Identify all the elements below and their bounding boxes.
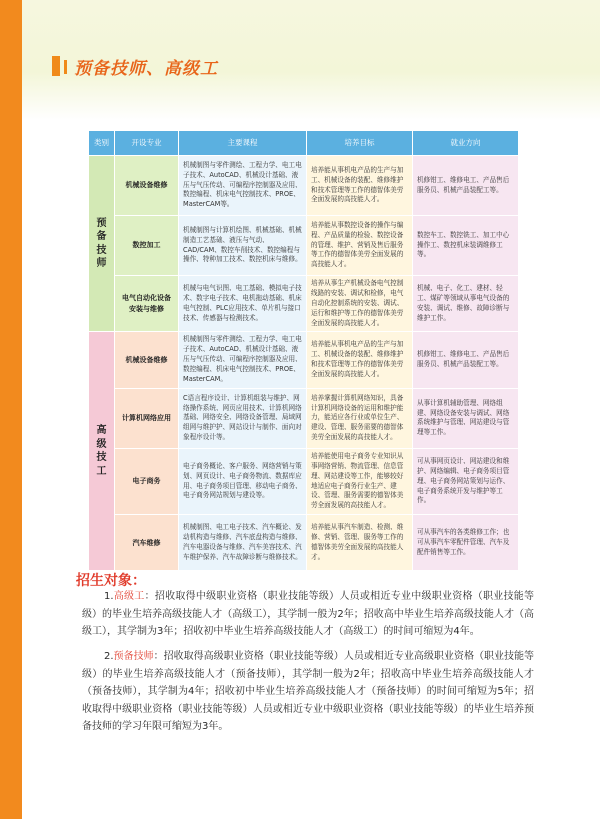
table-row	[89, 276, 519, 332]
major-cell: 电子商务	[115, 448, 179, 514]
target-cell: 培养能使用电子商务专业知识从事网络营销、物流管理、信息管理、网站建设等工作，能够较好地适应电子商务行业生产、建设、管理、服务需要的德智体美劳全面发展的高技能人才。	[307, 448, 413, 514]
table-header-row	[89, 131, 519, 156]
col-header-category: 类别	[89, 131, 115, 156]
target-cell: 培养能从事汽车制造、检测、维修、营销、管理、服务等工作的德智体美劳全面发展的高技能人才。	[307, 515, 413, 571]
table-row	[89, 156, 519, 216]
item-number: 2.	[104, 651, 114, 662]
courses-cell: 机械制图、电工电子技术、汽车概论、发动机构造与维修、汽车底盘构造与维修、汽车电器设备与维修、汽车美容技术、汽车维护保养、汽车故障诊断与维修技术。	[179, 515, 307, 571]
target-cell: 培养能从事机电产品的生产与加工、机械设备的装配、维修维护和技术管理等工作的德智体美劳全面发展的高技能人才。	[307, 332, 413, 388]
recruit-title: 招生对象：	[76, 573, 146, 589]
table-row	[89, 515, 519, 571]
major-cell: 计算机网络应用	[115, 388, 179, 448]
title-marker	[52, 56, 60, 76]
col-header-major: 开设专业	[115, 131, 179, 156]
major-cell: 数控加工	[115, 216, 179, 276]
courses-cell: 机械与电气识图、电工基础、模拟电子技术、数字电子技术、电机拖动基础、机床电气控制、PLC应用技术、单片机与接口技术、传感器与检测技术。	[179, 276, 307, 332]
major-cell: 汽车维修	[115, 515, 179, 571]
target-cell: 培养能从事数控设备的操作与编程、产品质量的检验、数控设备的管理、维护、营销及售后服务等工作的德智体美劳全面发展的高技能人才。	[307, 216, 413, 276]
major-cell: 电气自动化设备安装与维修	[115, 276, 179, 332]
category-label: 预 备 技 师	[96, 217, 107, 270]
courses-cell: C语言程序设计、计算机组装与维护、网络操作系统、网页应用技术、计算机网络基础、网络安全、网络设备管理、局域网组网与维护护、网站设计与制作、面向对象程序设计等。	[179, 388, 307, 448]
item-text: ：招收取得中级职业资格（职业技能等级）人员或相近专业中级职业资格（职业技能等级）的毕业生培养高级技能人才（高级工），其学制一般为2年；招收高中毕业生培养高级技能人才（高级工），其学制为3年；招收初中毕业生培养高级技能人才（高级工）的时间可缩短为4年。	[82, 591, 535, 637]
major-cell: 机械设备维修	[115, 156, 179, 216]
jobs-cell: 可从事汽车的各类维修工作；也可从事汽车零配件管理、汽车及配件销售等工作。	[413, 515, 519, 571]
recruit-item-senior	[82, 588, 534, 641]
table-row	[89, 216, 519, 276]
item-number: 1.	[104, 591, 114, 602]
title-marker-thin	[64, 60, 67, 74]
col-header-target: 培养目标	[307, 131, 413, 156]
table-row	[89, 448, 519, 514]
jobs-cell: 机修钳工、维修电工、产品售后服务员、机械产品装配工等。	[413, 332, 519, 388]
table-row	[89, 332, 519, 388]
recruit-item-technician	[82, 648, 534, 736]
courses-cell: 机械制图与零件测绘、工程力学、电工电子技术、AutoCAD、机械设计基础、液压与气压传动、可编程序控制器及应用、数控编程、机床电气控制技术、PROE、MasterCAM。	[179, 332, 307, 388]
jobs-cell: 机修钳工、维修电工、产品售后服务员、机械产品装配工等。	[413, 156, 519, 216]
item-label-highlight: 高级工	[113, 591, 145, 602]
page-title: 预备技师、高级工	[74, 59, 218, 79]
item-label-highlight: 预备技师	[113, 651, 154, 662]
courses-cell: 机械制图与计算机绘图、机械基础、机械制造工艺基础、液压与气动、CAD/CAM、数控车削技术、数控编程与操作、特种加工技术、数控机床与维修。	[179, 216, 307, 276]
col-header-jobs: 就业方向	[413, 131, 519, 156]
jobs-cell: 数控车工、数控铣工、加工中心操作工、数控机床装调维修工等。	[413, 216, 519, 276]
jobs-cell: 可从事网页设计、网站建设和维护、网络编辑、电子商务项目管理、电子商务网站策划与运作、电子商务系统开发与维护等工作。	[413, 448, 519, 514]
category-cell	[89, 332, 115, 571]
jobs-cell: 从事计算机辅助管理、网络组建、网络设备安装与调试、网络系统维护与管理、网站建设与管理等工作。	[413, 388, 519, 448]
category-cell	[89, 156, 115, 332]
col-header-courses: 主要课程	[179, 131, 307, 156]
courses-cell: 机械制图与零件测绘、工程力学、电工电子技术、AutoCAD、机械设计基础、液压与气压传动、可编程序控制器及应用、数控编程、机床电气控制技术、PROE、MasterCAM等。	[179, 156, 307, 216]
target-cell: 培养掌握计算机网络知识，具备计算机网络设备的运用和维护能力，能适应各行业或单位生产、建设、管理、服务需要的德智体美劳全面发展的高技能人才。	[307, 388, 413, 448]
item-text: ：招收取得高级职业资格（职业技能等级）人员或相近专业高级职业资格（职业技能等级）的毕业生培养高级技能人才（预备技师），其学制一般为2年；招收高中毕业生培养高级技能人才（预备技师），其学制为4年；招收初中毕业生培养高级技能人才（预备技师）的时间可缩短为5年；招收取得中级职业资格（职业技能等级）人员或相近专业中级职业资格（职业技能等级）的毕业生培养预备技师的学习年限可缩短为3年。	[82, 651, 535, 732]
major-cell: 机械设备维修	[115, 332, 179, 388]
courses-cell: 电子商务概论、客户服务、网络营销与策划、网页设计、电子商务物流、数据库应用、电子商务项目管理、移动电子商务、电子商务网站规划与建设等。	[179, 448, 307, 514]
target-cell: 培养能从事机电产品的生产与加工、机械设备的装配、维修维护和技术管理等工作的德智体美劳全面发展的高技能人才。	[307, 156, 413, 216]
orange-side-bar	[0, 0, 22, 819]
table-row	[89, 388, 519, 448]
target-cell: 培养从事生产机械设备电气控制线路的安装、调试和检修，电气自动化控制系统的安装、调试、运行和维护等工作的德智体美劳全面发展的高技能人才。	[307, 276, 413, 332]
jobs-cell: 机械、电子、化工、建材、轻工、煤矿等领域从事电气设备的安装、调试、维修、故障诊断与维护工作。	[413, 276, 519, 332]
program-table	[88, 130, 519, 571]
category-label: 高 级 技 工	[96, 425, 107, 477]
